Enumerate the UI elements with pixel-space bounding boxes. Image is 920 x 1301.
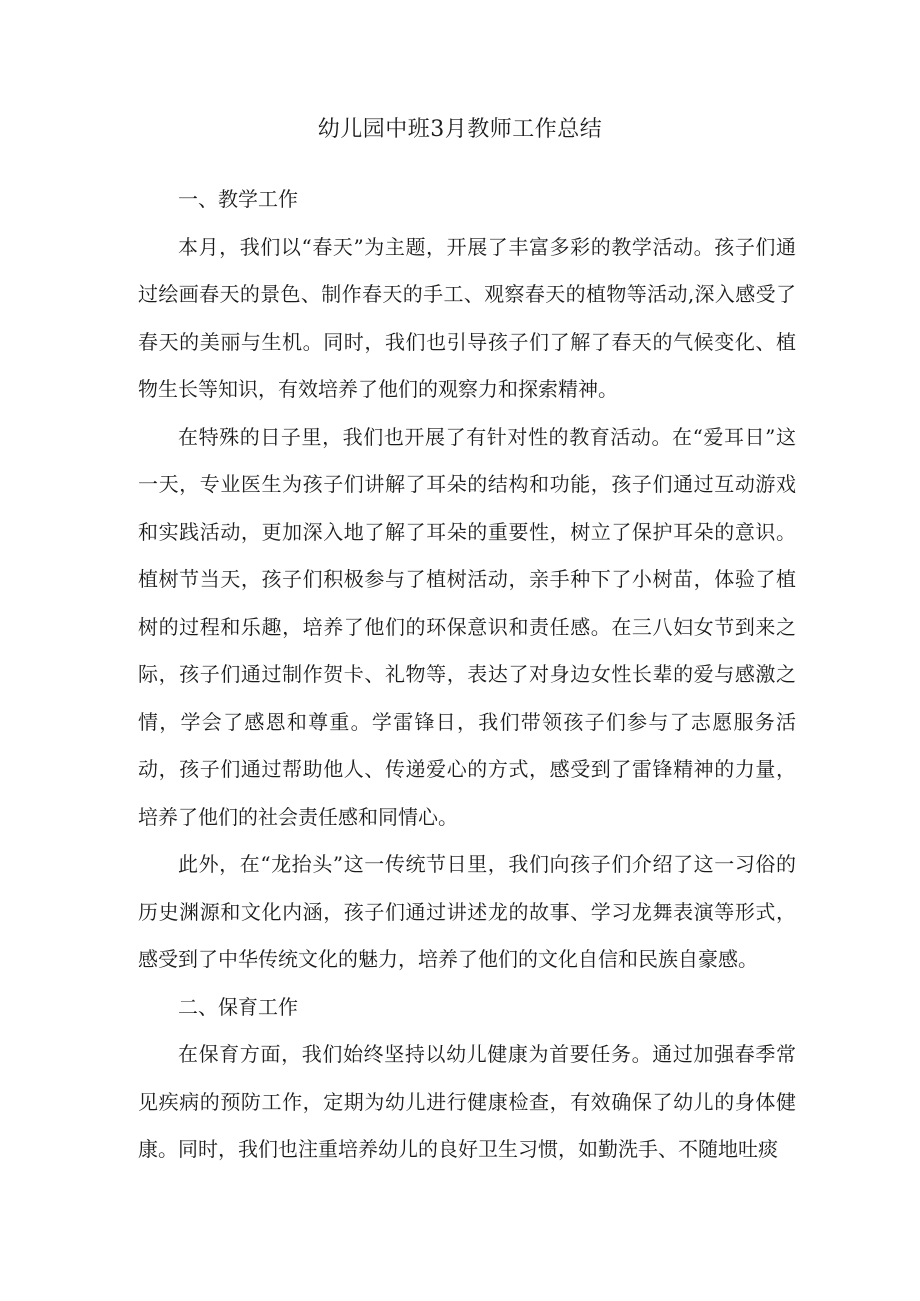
- document-title: 幼儿园中班3月教师工作总结: [317, 117, 603, 142]
- document-body: [138, 176, 796, 1174]
- paragraph: 此外，在“龙抬头”这一传统节日里，我们向孩子们介绍了这一习俗的历史渊源和文化内涵，孩子们通过讲述龙的故事、学习龙舞表演等形式，感受到了中华传统文化的魅力，培养了他们的文化自信和民族自豪感。: [138, 852, 796, 971]
- section-heading-care: 二、保育工作: [178, 994, 298, 1019]
- paragraph: 在特殊的日子里，我们也开展了有针对性的教育活动。在“爱耳日”这一天，专业医生为孩子们讲解了耳朵的结构和功能，孩子们通过互动游戏和实践活动，更加深入地了解了耳朵的重要性，树立了保护耳朵的意识。植树节当天，孩子们积极参与了植树活动，亲手种下了小树苗，体验了植树的过程和乐趣，培养了他们的环保意识和责任感。在三八妇女节到来之际，孩子们通过制作贺卡、礼物等，表达了对身边女性长辈的爱与感激之情，学会了感恩和尊重。学雷锋日，我们带领孩子们参与了志愿服务活动，孩子们通过帮助他人、传递爱心的方式，感受到了雷锋精神的力量，培养了他们的社会责任感和同情心。: [138, 424, 796, 829]
- section-heading-teaching: 一、教学工作: [178, 187, 298, 211]
- paragraph: 在保育方面，我们始终坚持以幼儿健康为首要任务。通过加强春季常见疾病的预防工作，定期为幼儿进行健康检查，有效确保了幼儿的身体健康。同时，我们也注重培养幼儿的良好卫生习惯，如勤洗手、不随地吐痰: [138, 1042, 796, 1161]
- paragraph: 本月，我们以“春天”为主题，开展了丰富多彩的教学活动。孩子们通过绘画春天的景色、制作春天的手工、观察春天的植物等活动,深入感受了春天的美丽与生机。同时，我们也引导孩子们了解了春天的气候变化、植物生长等知识，有效培养了他们的观察力和探索精神。: [138, 234, 796, 401]
